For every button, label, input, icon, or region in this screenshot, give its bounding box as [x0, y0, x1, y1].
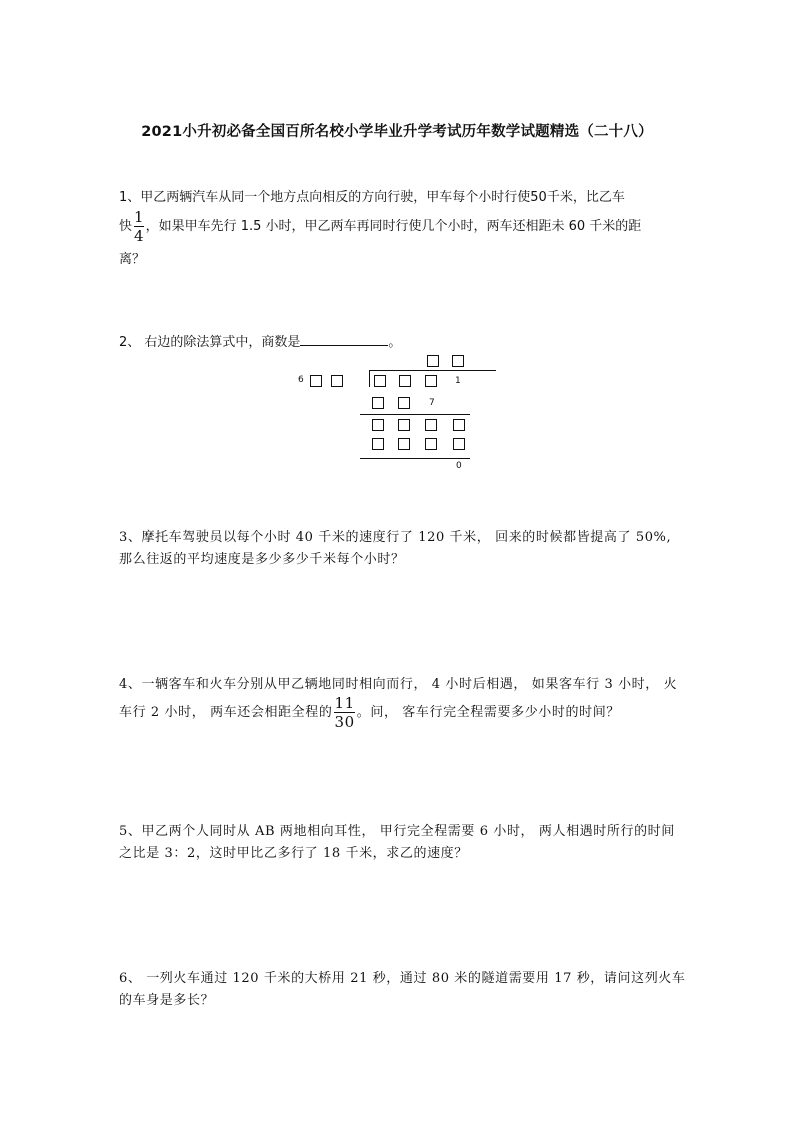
- question-3-line-2: 那么往返的平均速度是多少多少千米每个小时？: [119, 552, 405, 567]
- dividend-digit: 1: [455, 376, 461, 386]
- division-bracket: [369, 370, 370, 387]
- question-6-line-1: 6、 一列火车通过 120 千米的大桥用 21 秒，通过 80 米的隧道需要用 17 秒，请问这列火车: [119, 971, 686, 986]
- question-2-period: 。: [388, 335, 402, 350]
- remainder-box: [398, 419, 410, 431]
- subtraction-line: [360, 414, 470, 415]
- question-4-text-before-fraction: 车行 2 小时， 两车还会相距全程的: [119, 705, 333, 720]
- fraction-denominator: 4: [134, 227, 144, 245]
- fraction-one-quarter: [134, 209, 144, 244]
- question-3-line-1: 3、摩托车驾驶员以每个小时 40 千米的速度行了 120 千米， 回来的时候都皆提高了 50%,: [119, 530, 672, 545]
- dividend-box: [425, 375, 437, 387]
- fraction-numerator: 1: [134, 208, 144, 226]
- question-1-line-1: 1、甲乙两辆汽车从同一个地方点向相反的方向行驶，甲车每个小时行使50千米，比乙车: [119, 190, 625, 205]
- question-5-line-2: 之比是 3：2，这时甲比乙多行了 18 千米，求乙的速度？: [119, 846, 468, 861]
- final-remainder-digit: 0: [456, 461, 462, 471]
- fraction-eleven-thirtieths: [334, 695, 354, 730]
- remainder-box: [453, 419, 465, 431]
- divisor-box: [331, 375, 343, 387]
- question-5-line-1: 5、甲乙两个人同时从 AB 两地相向耳性， 甲行完全程需要 6 小时， 两人相遇时所行的时间: [119, 824, 675, 839]
- product-box: [398, 397, 410, 409]
- question-1-line-3: 离？: [119, 252, 146, 267]
- remainder-box: [425, 419, 437, 431]
- answer-blank: [300, 333, 388, 346]
- question-4-line-1: 4、一辆客车和火车分别从甲乙辆地同时相向而行， 4 小时后相遇， 如果客车行 3 小时， 火: [119, 677, 678, 692]
- question-2-text: 2、 右边的除法算式中，商数是: [119, 335, 301, 350]
- question-1-text-before-fraction: 快: [119, 219, 133, 234]
- divisor-box: [310, 375, 322, 387]
- second-product-box: [372, 438, 384, 450]
- quotient-box: [427, 355, 439, 367]
- remainder-box: [372, 419, 384, 431]
- division-bar: [370, 370, 496, 371]
- question-1-line-2: [119, 209, 641, 244]
- final-subtraction-line: [360, 458, 470, 459]
- question-6-line-2: 的车身是多长？: [119, 993, 215, 1008]
- dividend-box: [399, 375, 411, 387]
- question-1-text-after-fraction: ，如果甲车先行 1.5 小时，甲乙两车再同时行使几个小时，两车还相距未 60 千米的距: [145, 219, 642, 234]
- question-4-text-after-fraction: 。问， 客车行完全程需要多少小时的时间？: [356, 705, 620, 720]
- page-title: 2021小升初必备全国百所名校小学毕业升学考试历年数学试题精选（二十八）: [141, 124, 653, 140]
- product-box: [372, 397, 384, 409]
- second-product-box: [398, 438, 410, 450]
- fraction-denominator: 30: [334, 713, 355, 731]
- product-digit: 7: [429, 398, 435, 408]
- fraction-numerator: 11: [334, 694, 355, 712]
- dividend-box: [374, 375, 386, 387]
- second-product-box: [425, 438, 437, 450]
- divisor-digit: 6: [298, 375, 304, 385]
- second-product-box: [453, 438, 465, 450]
- question-2-line-1: [119, 331, 401, 350]
- quotient-box: [452, 355, 464, 367]
- question-4-line-2: [119, 695, 620, 730]
